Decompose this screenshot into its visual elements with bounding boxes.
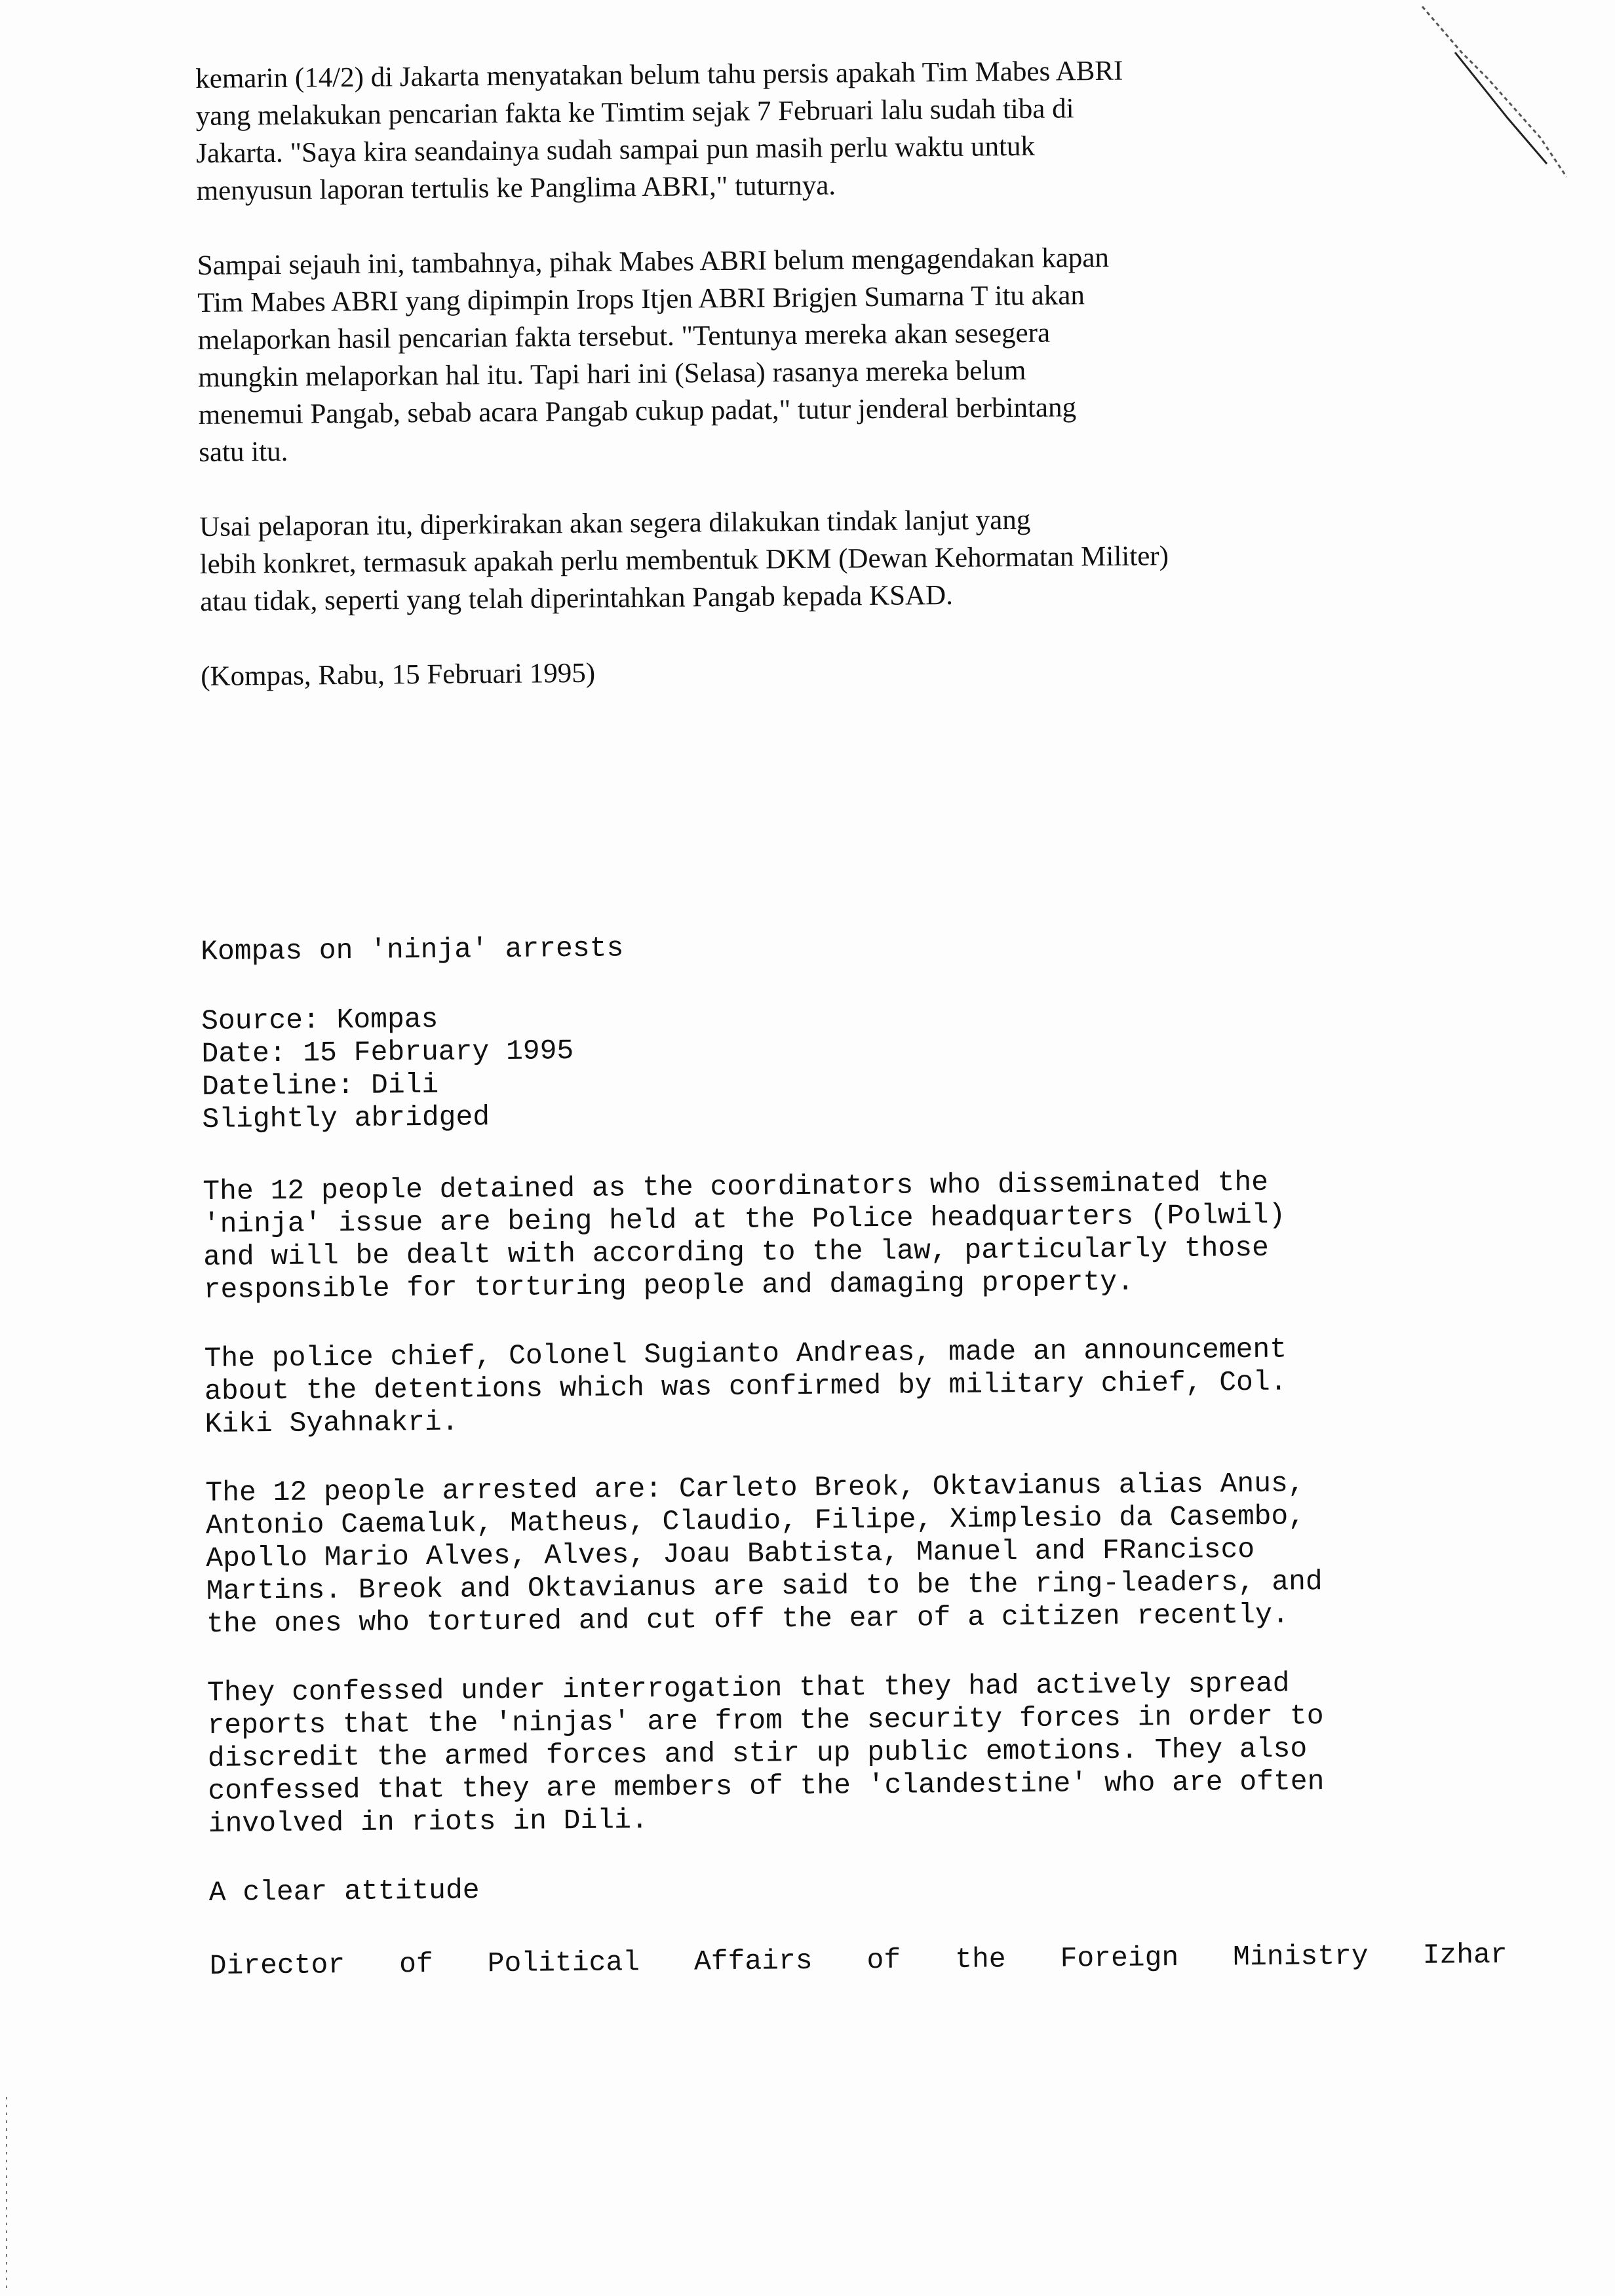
mono-paragraph-1: [203, 1164, 1502, 1307]
text-line: They confessed under interrogation that they had actively spread: [206, 1667, 1290, 1709]
text-line: kemarin (14/2) di Jakarta menyatakan belum tahu persis apakah Tim Mabes ABRI: [195, 55, 1123, 94]
text-line: Usai pelaporan itu, diperkirakan akan segera dilakukan tindak lanjut yang: [199, 504, 1031, 543]
text-line: menyusun laporan tertulis ke Panglima ABRI," tuturnya.: [196, 170, 836, 206]
text-line: menemui Pangab, sebab acara Pangab cukup padat," tutur jenderal berbintang: [198, 392, 1077, 430]
text-line: about the detentions which was confirmed by military chief, Col.: [204, 1366, 1287, 1407]
meta-source: Source: Kompas: [201, 1003, 438, 1037]
serif-paragraph-1: [195, 50, 1390, 210]
mono-paragraph-2: [204, 1331, 1502, 1441]
meta-note: Slightly abridged: [202, 1101, 490, 1136]
text-line: Antonio Caemaluk, Matheus, Claudio, Filipe, Ximplesio da Casembo,: [205, 1500, 1306, 1542]
mono-paragraph-3: [205, 1466, 1504, 1641]
text-line: The police chief, Colonel Sugianto Andreas, made an announcement: [204, 1333, 1287, 1375]
mono-paragraph-4: [207, 1666, 1506, 1841]
text-line: yang melakukan pencarian fakta ke Timtim sejak 7 Februari lalu sudah tiba di: [195, 93, 1074, 132]
scan-artifact-stroke: [1416, 0, 1586, 210]
meta-dateline: Dateline: Dili: [201, 1068, 439, 1103]
text-line: discredit the armed forces and stir up public emotions. They also: [207, 1732, 1308, 1774]
serif-paragraph-3: [199, 498, 1393, 621]
text-line: The 12 people detained as the coordinators who disseminated the: [203, 1166, 1269, 1208]
text-line: atau tidak, seperti yang telah diperintahkan Pangab kepada KSAD.: [200, 579, 954, 617]
citation: [201, 647, 1393, 695]
article-title: Kompas on 'ninja' arrests: [201, 932, 624, 968]
text-line: lebih konkret, termasuk apakah perlu membentuk DKM (Dewan Kehormatan Militer): [199, 541, 1169, 580]
text-line: and will be dealt with according to the law, particularly those: [203, 1231, 1270, 1273]
text-line: Sampai sejauh ini, tambahnya, pihak Mabes ABRI belum mengagendakan kapan: [197, 242, 1110, 281]
text-line: involved in riots in Dili.: [208, 1804, 648, 1840]
text-line: Martins. Breok and Oktavianus are said to be the ring-leaders, and: [206, 1565, 1323, 1607]
text-line: confessed that they are members of the 'clandestine' who are often: [208, 1765, 1325, 1807]
article-meta: [201, 994, 1500, 1136]
text-line: mungkin melaporkan hal itu. Tapi hari ini (Selasa) rasanya mereka belum: [198, 354, 1026, 393]
serif-article: [195, 50, 1394, 733]
text-line: The 12 people arrested are: Carleto Breok, Oktavianus alias Anus,: [205, 1467, 1305, 1509]
meta-date: Date: 15 February 1995: [201, 1035, 574, 1070]
text-line: the ones who tortured and cut off the ear of a citizen recently.: [206, 1598, 1289, 1640]
mono-article: [201, 925, 1508, 1983]
text-line: responsible for torturing people and damaging property.: [203, 1265, 1135, 1306]
text-line: Kiki Syahnakri.: [204, 1406, 459, 1440]
citation-text: (Kompas, Rabu, 15 Februari 1995): [201, 657, 596, 692]
text-line: reports that the 'ninjas' are from the security forces in order to: [207, 1700, 1324, 1742]
text-line: satu itu.: [199, 436, 288, 468]
text-line: Jakarta. "Saya kira seandainya sudah sampai pun masih perlu waktu untuk: [196, 130, 1036, 169]
text-line: Apollo Mario Alves, Alves, Joau Babtista, Manuel and FRancisco: [206, 1533, 1255, 1575]
scan-artifact-edge: [0, 2097, 13, 2293]
text-line: 'ninja' issue are being held at the Police headquarters (Polwil): [203, 1198, 1286, 1240]
final-line: Director of Political Affairs of the Foreign Ministry Izhar: [209, 1938, 1508, 1982]
subheading: A clear attitude: [208, 1874, 480, 1909]
serif-paragraph-2: [197, 237, 1391, 471]
text-line: Tim Mabes ABRI yang dipimpin Irops Itjen ABRI Brigjen Sumarna T itu akan: [197, 280, 1085, 318]
text-line: melaporkan hasil pencarian fakta tersebut. "Tentunya mereka akan sesegera: [197, 317, 1051, 356]
